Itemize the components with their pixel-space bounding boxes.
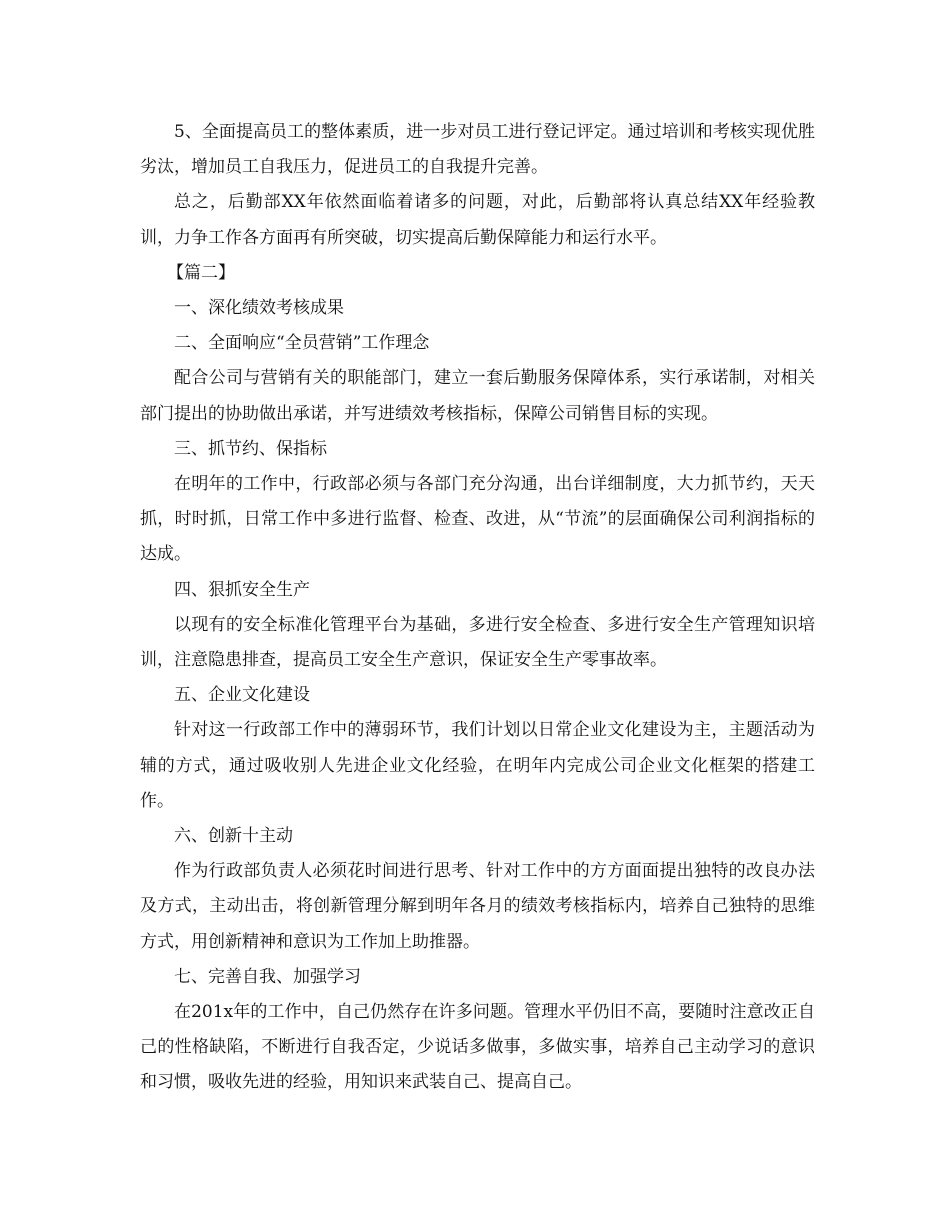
heading-full-marketing: 二、全面响应“全员营销”工作理念 <box>174 333 430 354</box>
document-body <box>140 115 815 1101</box>
paragraph-self-improvement: 在201x年的工作中，自己仍然存在许多问题。管理水平仍旧不高，要随时注意改正自己的性格缺陷，不断进行自我否定，少说话多做事，多做实事，培养自己主动学习的意识和习惯，吸收先进的经验，用知识来武装自己、提高自己。 <box>140 1002 815 1093</box>
paragraph-summary: 总之，后勤部XX年依然面临着诸多的问题，对此，后勤部将认真总结XX年经验教训，力争工作各方面再有所突破，切实提高后勤保障能力和运行水平。 <box>140 192 815 248</box>
paragraph-item-5: 5、全面提高员工的整体素质，进一步对员工进行登记评定。通过培训和考核实现优胜劣汰，增加员工自我压力，促进员工的自我提升完善。 <box>140 122 815 178</box>
heading-deepen-performance: 一、深化绩效考核成果 <box>174 298 344 319</box>
heading-self-improvement: 七、完善自我、加强学习 <box>174 966 361 987</box>
section-heading-part-two: 【篇二】 <box>167 262 235 283</box>
paragraph-culture: 针对这一行政部工作中的薄弱环节，我们计划以日常企业文化建设为主，主题活动为辅的方式，通过吸收别人先进企业文化经验，在明年内完成公司企业文化框架的搭建工作。 <box>140 720 815 811</box>
paragraph-safety: 以现有的安全标准化管理平台为基础，多进行安全检查、多进行安全生产管理知识培训，注意隐患排查，提高员工安全生产意识，保证安全生产零事故率。 <box>140 614 815 671</box>
paragraph-saving: 在明年的工作中，行政部必须与各部门充分沟通，出台详细制度，大力抓节约，天天抓，时时抓，日常工作中多进行监督、检查、改进，从“节流”的层面确保公司利润指标的达成。 <box>140 474 815 565</box>
heading-safety: 四、狠抓安全生产 <box>174 579 310 600</box>
heading-saving: 三、抓节约、保指标 <box>174 438 327 459</box>
heading-innovation: 六、创新十主动 <box>174 826 293 847</box>
paragraph-innovation: 作为行政部负责人必须花时间进行思考、针对工作中的方方面面提出独特的改良办法及方式，主动出击，将创新管理分解到明年各月的绩效考核指标内，培养自己独特的思维方式，用创新精神和意识为工作加上助推器。 <box>140 861 815 952</box>
paragraph-full-marketing: 配合公司与营销有关的职能部门，建立一套后勤服务保障体系，实行承诺制，对相关部门提出的协助做出承诺，并写进绩效考核指标，保障公司销售目标的实现。 <box>140 368 815 424</box>
heading-culture: 五、企业文化建设 <box>174 685 310 706</box>
